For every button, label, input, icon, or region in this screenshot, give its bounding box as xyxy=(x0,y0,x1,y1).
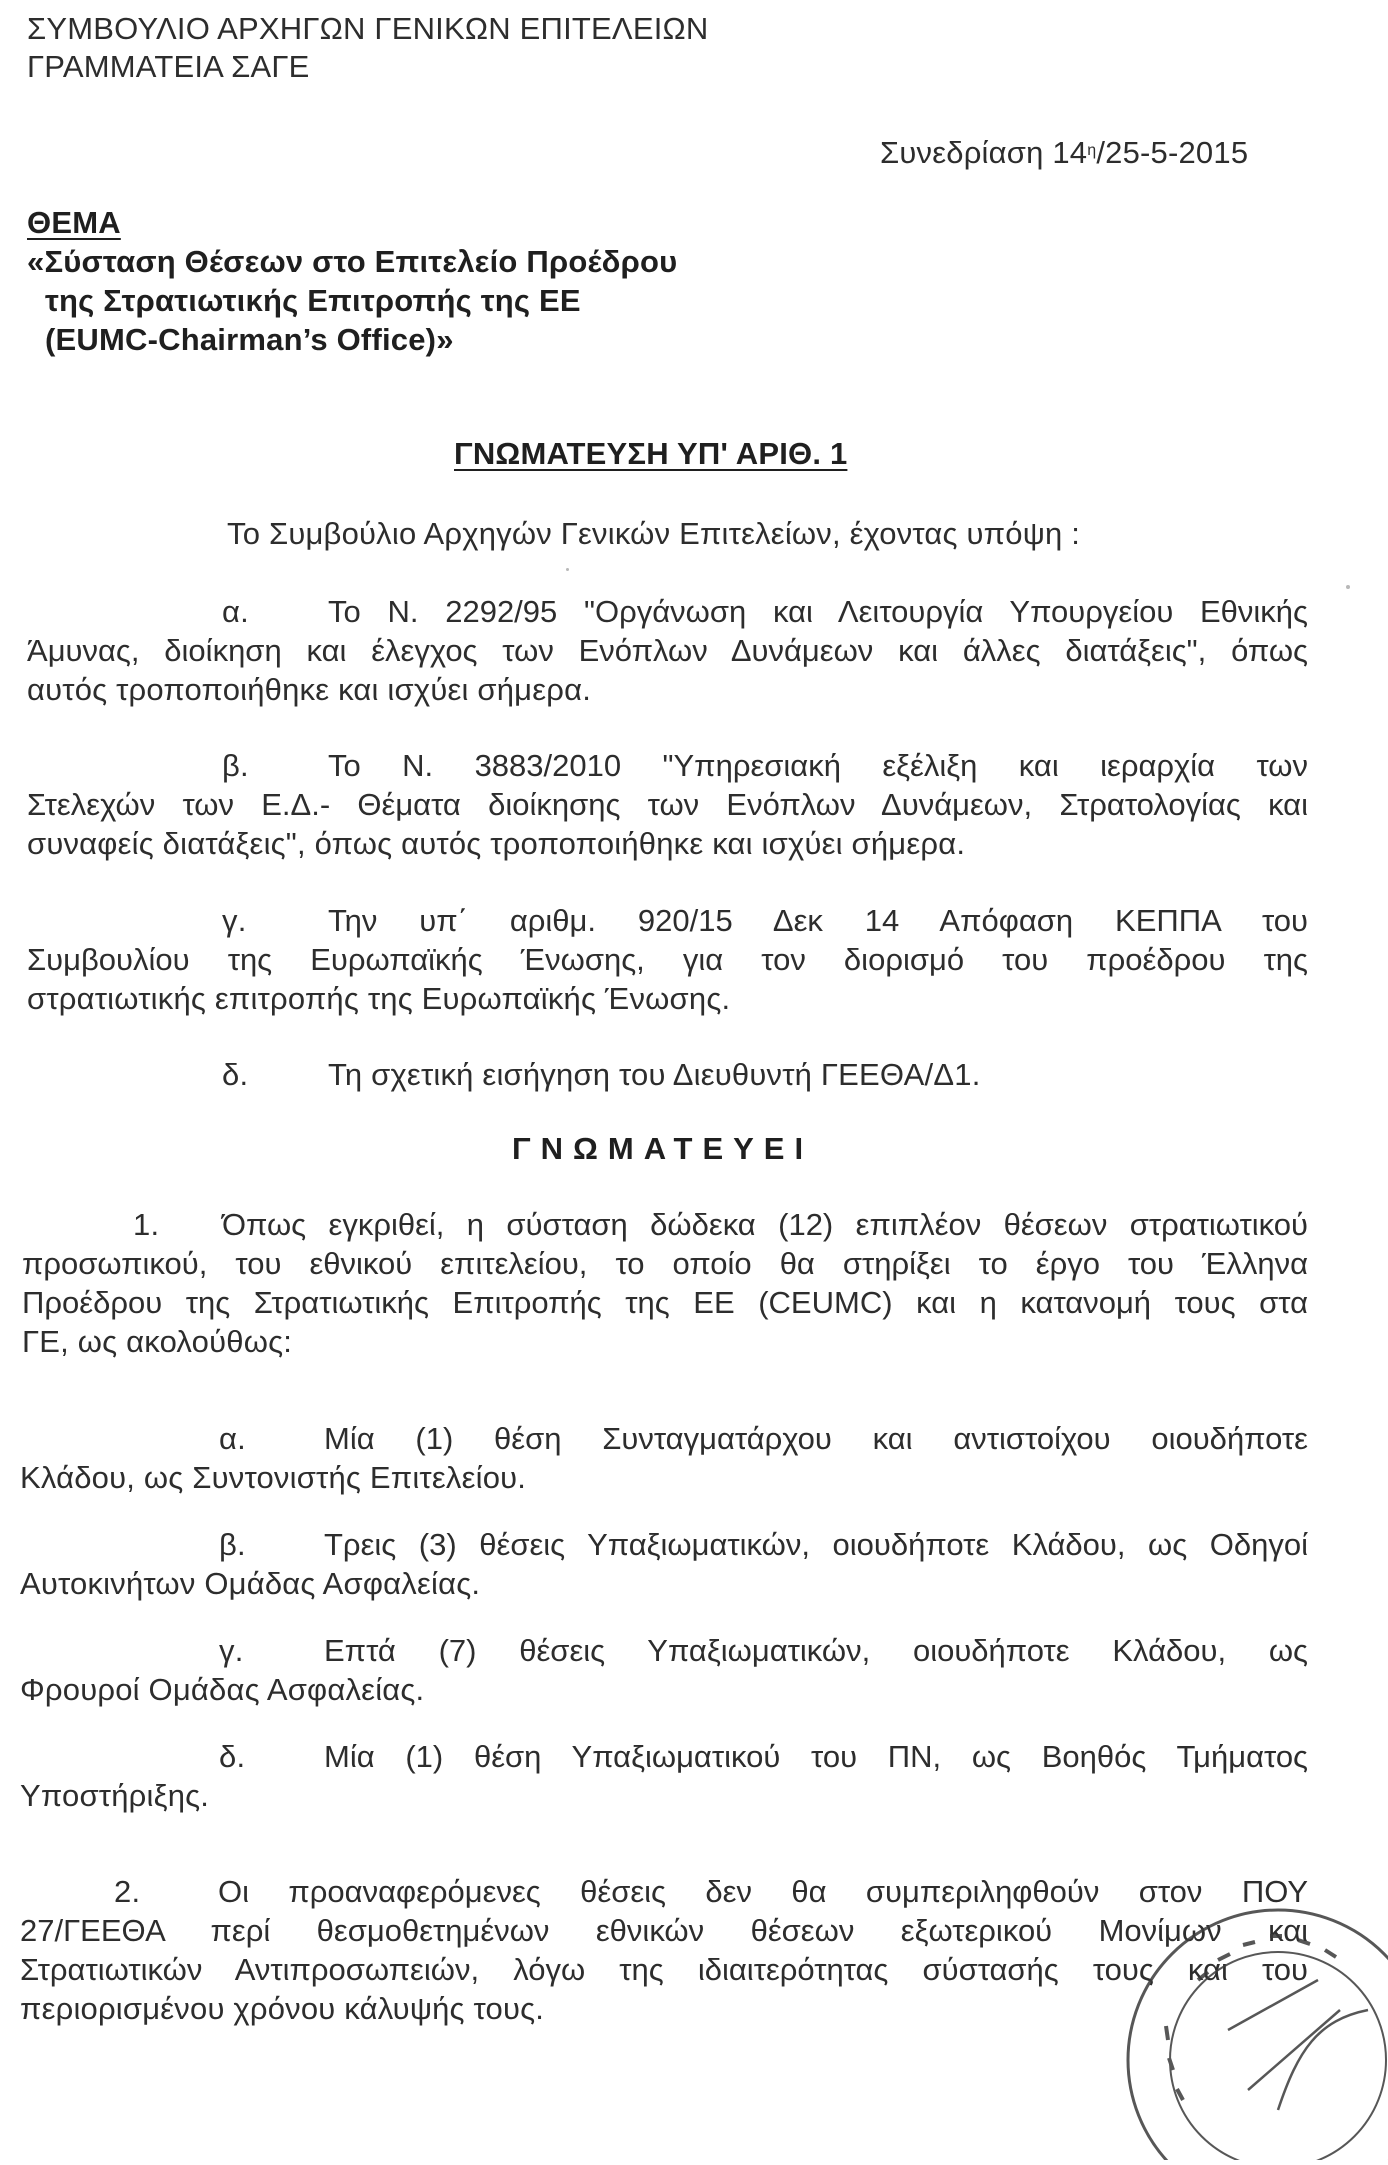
allocation-c-marker: γ. xyxy=(219,1633,244,1668)
allocation-a-line-1: Μία (1) θέση Συνταγματάρχου και αντιστοίχου οιουδήποτε xyxy=(324,1421,1308,1456)
consideration-b-line-1: Το Ν. 3883/2010 "Υπηρεσιακή εξέλιξη και ιεραρχία των xyxy=(328,748,1308,783)
consideration-d-marker: δ. xyxy=(222,1057,249,1092)
consideration-a-line-2: Άμυνας, διοίκηση και έλεγχος των Ενόπλων Δυνάμεων και άλλες διατάξεις", όπως xyxy=(27,633,1308,668)
allocation-c-line-2: Φρουροί Ομάδας Ασφαλείας. xyxy=(20,1672,425,1707)
point-1-line-1: Όπως εγκριθεί, η σύσταση δώδεκα (12) επιπλέον θέσεων στρατιωτικού xyxy=(222,1207,1308,1242)
consideration-b-marker: β. xyxy=(222,748,249,783)
consideration-b-line-3: συναφείς διατάξεις", όπως αυτός τροποποιήθηκε και ισχύει σήμερα. xyxy=(27,826,966,861)
point-1-line-3: Προέδρου της Στρατιωτικής Επιτροπής της ΕΕ (CEUMC) και η κατανομή τους στα xyxy=(22,1285,1308,1320)
session-reference xyxy=(880,134,1248,172)
point-2-line-2: 27/ΓΕΕΘΑ περί θεσμοθετημένων εθνικών θέσεων εξωτερικού Μονίμων και xyxy=(20,1913,1308,1948)
consideration-c-marker: γ. xyxy=(222,903,247,938)
allocation-a-line-2: Κλάδου, ως Συντονιστής Επιτελείου. xyxy=(20,1460,527,1495)
allocation-b-line-1: Τρεις (3) θέσεις Υπαξιωματικών, οιουδήποτε Κλάδου, ως Οδηγοί xyxy=(324,1527,1308,1562)
decision-title: ΓΝΩΜΑΤΕΥΕΙ xyxy=(512,1131,814,1166)
allocation-c-line-1: Επτά (7) θέσεις Υπαξιωματικών, οιουδήποτε Κλάδου, ως xyxy=(324,1633,1308,1668)
consideration-c-line-3: στρατιωτικής επιτροπής της Ευρωπαϊκής Ένωσης. xyxy=(27,981,731,1016)
consideration-d-line-1: Τη σχετική εισήγηση του Διευθυντή ΓΕΕΘΑ/Δ1. xyxy=(328,1057,981,1092)
allocation-d-marker: δ. xyxy=(219,1739,246,1774)
consideration-a-marker: α. xyxy=(222,594,249,629)
subject-line-2: της Στρατιωτικής Επιτροπής της ΕΕ xyxy=(45,283,581,318)
point-2-line-1: Οι προαναφερόμενες θέσεις δεν θα συμπεριληφθούν στον ΠΟΥ xyxy=(218,1874,1308,1909)
session-ordinal: η xyxy=(1087,142,1097,159)
secretariat-name: ΓΡΑΜΜΑΤΕΙΑ ΣΑΓΕ xyxy=(27,49,310,84)
point-1-line-4: ΓΕ, ως ακολούθως: xyxy=(22,1324,293,1359)
allocation-d-line-2: Υποστήριξης. xyxy=(20,1778,210,1813)
consideration-c-line-2: Συμβουλίου της Ευρωπαϊκής Ένωσης, για τον διορισμό του προέδρου της xyxy=(27,942,1308,977)
subject-line-3: (EUMC-Chairman’s Office)» xyxy=(45,322,454,357)
subject-label: ΘΕΜΑ xyxy=(27,205,121,240)
consideration-a-line-3: αυτός τροποποιήθηκε και ισχύει σήμερα. xyxy=(27,672,592,707)
consideration-a-line-1: Το Ν. 2292/95 "Οργάνωση και Λειτουργία Υπουργείου Εθνικής xyxy=(328,594,1308,629)
scan-speck xyxy=(1346,585,1350,589)
org-name: ΣΥΜΒΟΥΛΙΟ ΑΡΧΗΓΩΝ ΓΕΝΙΚΩΝ ΕΠΙΤΕΛΕΙΩΝ xyxy=(27,11,709,46)
allocation-a-marker: α. xyxy=(219,1421,246,1456)
session-prefix: Συνεδρίαση 14 xyxy=(880,135,1088,170)
scan-speck xyxy=(566,568,569,571)
session-date: /25-5-2015 xyxy=(1096,135,1249,170)
opinion-title: ΓΝΩΜΑΤΕΥΣΗ ΥΠ' ΑΡΙΘ. 1 xyxy=(454,436,848,471)
point-1-line-2: προσωπικού, του εθνικού επιτελείου, το οποίο θα στηρίξει το έργο του Έλληνα xyxy=(22,1246,1308,1281)
allocation-b-line-2: Αυτοκινήτων Ομάδας Ασφαλείας. xyxy=(20,1566,481,1601)
consideration-b-line-2: Στελεχών των Ε.Δ.- Θέματα διοίκησης των Ενόπλων Δυνάμεων, Στρατολογίας και xyxy=(27,787,1308,822)
subject-line-1: «Σύσταση Θέσεων στο Επιτελείο Προέδρου xyxy=(27,244,678,279)
official-seal-icon xyxy=(1078,1860,1388,2160)
point-2-line-4: περιορισμένου χρόνου κάλυψής τους. xyxy=(20,1991,545,2026)
point-2-number: 2. xyxy=(114,1874,141,1909)
intro-text: Το Συμβούλιο Αρχηγών Γενικών Επιτελείων, έχοντας υπόψη : xyxy=(227,516,1081,551)
allocation-d-line-1: Μία (1) θέση Υπαξιωματικού του ΠΝ, ως Βοηθός Τμήματος xyxy=(324,1739,1308,1774)
allocation-b-marker: β. xyxy=(219,1527,246,1562)
consideration-c-line-1: Την υπ΄ αριθμ. 920/15 Δεκ 14 Απόφαση ΚΕΠΠΑ του xyxy=(328,903,1308,938)
point-2-line-3: Στρατιωτικών Αντιπροσωπειών, λόγω της ιδιαιτερότητας σύστασής τους και του xyxy=(20,1952,1308,1987)
point-1-number: 1. xyxy=(133,1207,160,1242)
